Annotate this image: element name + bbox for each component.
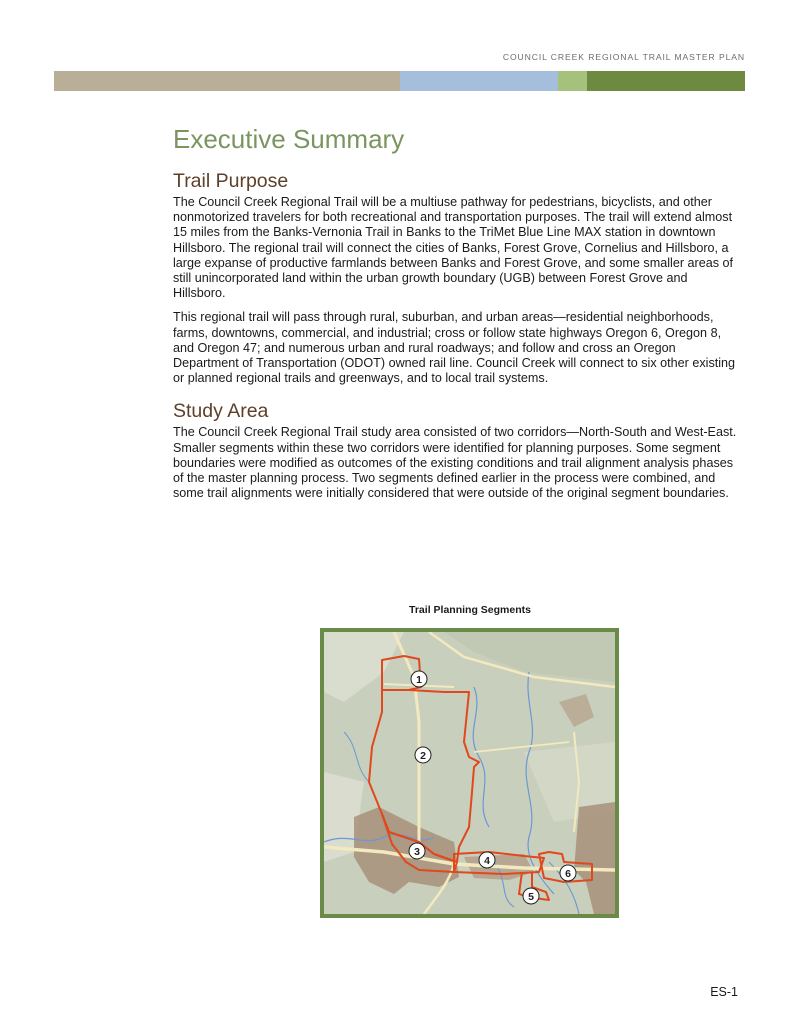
section-heading-study-area: Study Area xyxy=(173,400,269,423)
color-bar-blue xyxy=(400,71,558,91)
segment-marker-5 xyxy=(523,888,539,904)
trail-planning-segments-map xyxy=(320,628,619,918)
color-bar-light-green xyxy=(558,71,587,91)
section-heading-trail-purpose: Trail Purpose xyxy=(173,170,289,192)
map-caption: Trail Planning Segments xyxy=(409,604,531,616)
segment-label: 6 xyxy=(565,868,571,880)
trail-purpose-paragraph-2: This regional trail will pass through rural, suburban, and urban areas—residential neighborhoods, farms, downtowns, commercial, and industrial; cross or follow state highways Oregon 6, Oregon 8, and Oregon 47; and numerous urban and rural roadways; and follow and cross an Oregon Department of Transportation (ODOT) owned rail line. Council Creek will connect to six other existing or planned regional trails and greenways, and to local trail systems. xyxy=(173,310,736,386)
segment-label: 4 xyxy=(484,855,490,867)
study-area-paragraph-1: The Council Creek Regional Trail study area consisted of two corridors—North-South and West-East. Smaller segments within these two corridors were identified for planning purposes. Some segment boundaries were modified as outcomes of the existing conditions and trail alignment analysis phases of the master planning process. Two segments defined earlier in the process were combined, and some trail alignments were initially considered that were outside of the original segment boundaries. xyxy=(173,425,737,501)
header-color-bar xyxy=(54,71,745,91)
header-title: COUNCIL CREEK REGIONAL TRAIL MASTER PLAN xyxy=(502,52,745,62)
color-bar-dark-green xyxy=(587,71,745,91)
page-title: Executive Summary xyxy=(173,124,405,154)
segment-marker-3 xyxy=(409,843,425,859)
trail-purpose-paragraph-1: The Council Creek Regional Trail will be a multiuse pathway for pedestrians, bicyclists, and other nonmotorized travelers for both recreational and transportation purposes. The trail will extend almost 15 miles from the Banks-Vernonia Trail in Banks to the TriMet Blue Line MAX station in downtown Hillsboro. The regional trail will connect the cities of Banks, Forest Grove, Cornelius and Hillsboro, a large expanse of productive farmlands between Banks and Forest Grove, and some smaller areas of still unincorporated land within the urban growth boundary (UGB) between Forest Grove and Hillsboro. xyxy=(173,195,734,301)
main-content xyxy=(173,124,743,501)
segment-marker-2 xyxy=(415,747,431,763)
page-number: ES-1 xyxy=(710,985,738,999)
segment-label: 2 xyxy=(420,750,426,762)
segment-marker-6 xyxy=(560,865,576,881)
map-graphic xyxy=(324,632,615,914)
segment-label: 3 xyxy=(414,846,420,858)
color-bar-tan xyxy=(54,71,400,91)
segment-marker-4 xyxy=(479,852,495,868)
segment-marker-1 xyxy=(411,671,427,687)
segment-label: 5 xyxy=(528,891,534,903)
segment-label: 1 xyxy=(416,674,422,686)
